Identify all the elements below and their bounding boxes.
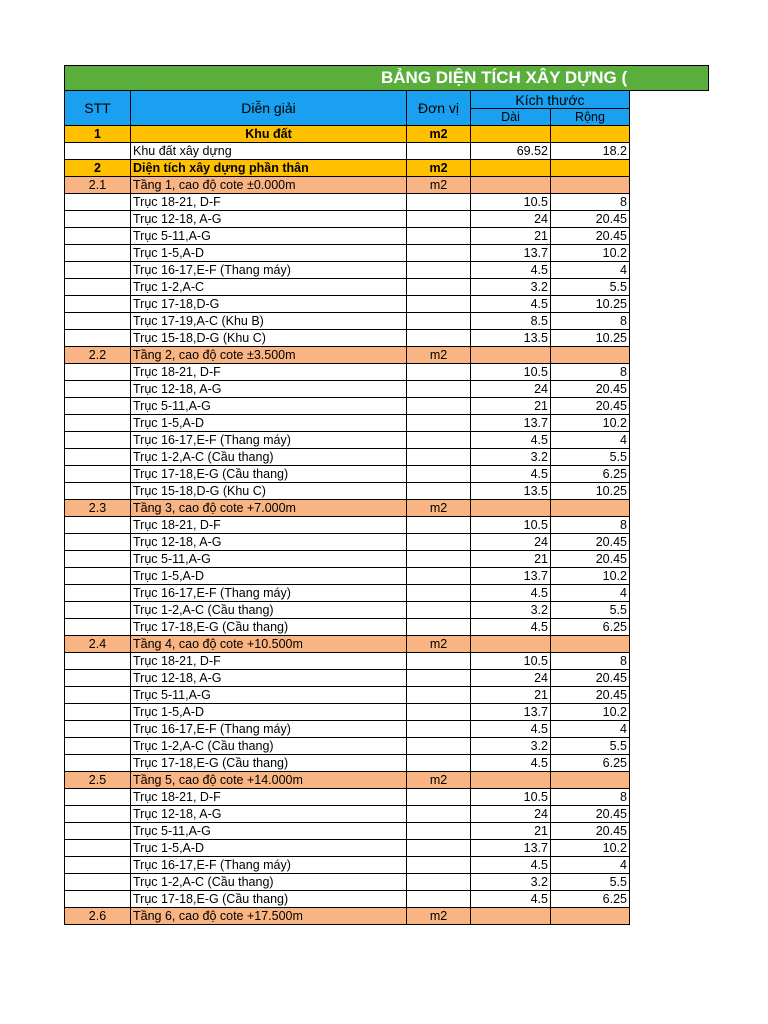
cell-unit[interactable] (407, 534, 471, 551)
table-row (65, 415, 630, 432)
cell-stt[interactable] (65, 143, 131, 160)
cell-width[interactable]: 5.5 (551, 279, 630, 296)
header-dai[interactable]: Dài (471, 109, 551, 126)
cell-width[interactable]: 10.25 (551, 330, 630, 347)
cell-length[interactable]: 21 (471, 228, 551, 245)
cell-width[interactable] (551, 772, 630, 789)
cell-unit[interactable]: m2 (407, 347, 471, 364)
cell-length[interactable]: 24 (471, 211, 551, 228)
cell-length[interactable]: 10.5 (471, 653, 551, 670)
table-row (65, 143, 630, 160)
cell-length[interactable]: 13.5 (471, 483, 551, 500)
table-row (65, 466, 630, 483)
cell-width[interactable]: 18.2 (551, 143, 630, 160)
cell-unit[interactable] (407, 670, 471, 687)
table-row (65, 364, 630, 381)
table-row (65, 551, 630, 568)
cell-description[interactable]: Trục 16-17,E-F (Thang máy) (131, 262, 407, 279)
cell-description[interactable]: Trục 12-18, A-G (131, 806, 407, 823)
cell-stt[interactable]: 1 (65, 126, 131, 143)
subsection-row (65, 347, 630, 364)
cell-length[interactable] (471, 500, 551, 517)
table-row (65, 449, 630, 466)
cell-width[interactable]: 8 (551, 517, 630, 534)
cell-stt[interactable]: 2.6 (65, 908, 131, 925)
section-row (65, 126, 630, 143)
cell-unit[interactable] (407, 789, 471, 806)
cell-unit[interactable] (407, 857, 471, 874)
cell-unit[interactable] (407, 585, 471, 602)
cell-width[interactable]: 10.25 (551, 296, 630, 313)
cell-unit[interactable]: m2 (407, 772, 471, 789)
table-row (65, 602, 630, 619)
cell-description[interactable]: Trục 17-18,E-G (Cầu thang) (131, 755, 407, 772)
subsection-row (65, 772, 630, 789)
cell-unit[interactable] (407, 262, 471, 279)
cell-description[interactable]: Trục 17-18,E-G (Cầu thang) (131, 619, 407, 636)
cell-width[interactable]: 10.2 (551, 840, 630, 857)
cell-unit[interactable] (407, 228, 471, 245)
table-row (65, 789, 630, 806)
cell-length[interactable] (471, 908, 551, 925)
cell-unit[interactable] (407, 840, 471, 857)
cell-stt[interactable] (65, 704, 131, 721)
cell-stt[interactable] (65, 432, 131, 449)
cell-description[interactable]: Trục 15-18,D-G (Khu C) (131, 330, 407, 347)
table-row (65, 840, 630, 857)
cell-stt[interactable] (65, 670, 131, 687)
table-row (65, 891, 630, 908)
table-row (65, 262, 630, 279)
cell-unit[interactable] (407, 313, 471, 330)
subsection-row (65, 177, 630, 194)
table-row (65, 721, 630, 738)
table-row (65, 857, 630, 874)
table-row (65, 585, 630, 602)
header-rong[interactable]: Rộng (551, 109, 630, 126)
table-row (65, 738, 630, 755)
cell-unit[interactable] (407, 568, 471, 585)
table-row (65, 313, 630, 330)
cell-stt[interactable] (65, 891, 131, 908)
cell-length[interactable]: 3.2 (471, 738, 551, 755)
subsection-row (65, 636, 630, 653)
cell-description[interactable]: Trục 5-11,A-G (131, 398, 407, 415)
cell-length[interactable]: 13.7 (471, 840, 551, 857)
cell-description[interactable]: Trục 1-5,A-D (131, 704, 407, 721)
cell-width[interactable] (551, 160, 630, 177)
cell-length[interactable]: 4.5 (471, 432, 551, 449)
cell-unit[interactable] (407, 449, 471, 466)
cell-description[interactable]: Tầng 4, cao độ cote +10.500m (131, 636, 407, 653)
cell-unit[interactable] (407, 619, 471, 636)
cell-description[interactable]: Trục 1-2,A-C (131, 279, 407, 296)
cell-width[interactable]: 5.5 (551, 449, 630, 466)
cell-length[interactable]: 69.52 (471, 143, 551, 160)
cell-stt[interactable] (65, 534, 131, 551)
cell-stt[interactable] (65, 228, 131, 245)
cell-unit[interactable] (407, 330, 471, 347)
cell-unit[interactable] (407, 551, 471, 568)
cell-stt[interactable] (65, 262, 131, 279)
cell-width[interactable] (551, 908, 630, 925)
cell-unit[interactable] (407, 296, 471, 313)
cell-stt[interactable] (65, 806, 131, 823)
cell-length[interactable]: 4.5 (471, 466, 551, 483)
cell-unit[interactable] (407, 891, 471, 908)
cell-stt[interactable] (65, 313, 131, 330)
cell-length[interactable]: 4.5 (471, 891, 551, 908)
cell-stt[interactable] (65, 687, 131, 704)
table-row (65, 534, 630, 551)
cell-unit[interactable] (407, 143, 471, 160)
cell-length[interactable]: 4.5 (471, 585, 551, 602)
cell-unit[interactable] (407, 415, 471, 432)
header-don-vi[interactable]: Đơn vị (407, 91, 471, 126)
cell-description[interactable]: Trục 12-18, A-G (131, 381, 407, 398)
cell-width[interactable]: 8 (551, 313, 630, 330)
cell-length[interactable]: 13.5 (471, 330, 551, 347)
cell-length[interactable]: 10.5 (471, 194, 551, 211)
cell-width[interactable]: 4 (551, 585, 630, 602)
cell-length[interactable]: 3.2 (471, 874, 551, 891)
table-row (65, 330, 630, 347)
cell-description[interactable]: Trục 18-21, D-F (131, 194, 407, 211)
cell-unit[interactable] (407, 721, 471, 738)
cell-stt[interactable] (65, 211, 131, 228)
cell-length[interactable]: 4.5 (471, 857, 551, 874)
cell-length[interactable]: 13.7 (471, 415, 551, 432)
table-row (65, 194, 630, 211)
cell-unit[interactable] (407, 398, 471, 415)
cell-unit[interactable]: m2 (407, 177, 471, 194)
cell-stt[interactable] (65, 738, 131, 755)
sheet-title-bar (64, 65, 709, 91)
cell-width[interactable]: 10.2 (551, 568, 630, 585)
cell-width[interactable]: 10.2 (551, 704, 630, 721)
cell-width[interactable]: 20.45 (551, 211, 630, 228)
cell-width[interactable]: 4 (551, 721, 630, 738)
table-row (65, 517, 630, 534)
header-kich-thuoc[interactable]: Kích thước (471, 91, 630, 109)
cell-width[interactable]: 20.45 (551, 670, 630, 687)
cell-description[interactable]: Trục 18-21, D-F (131, 653, 407, 670)
cell-stt[interactable]: 2.1 (65, 177, 131, 194)
cell-stt[interactable] (65, 619, 131, 636)
cell-unit[interactable] (407, 364, 471, 381)
cell-stt[interactable] (65, 483, 131, 500)
cell-unit[interactable]: m2 (407, 160, 471, 177)
cell-description[interactable]: Trục 17-18,E-G (Cầu thang) (131, 466, 407, 483)
cell-description[interactable]: Trục 16-17,E-F (Thang máy) (131, 857, 407, 874)
cell-width[interactable]: 8 (551, 789, 630, 806)
cell-description[interactable]: Trục 16-17,E-F (Thang máy) (131, 721, 407, 738)
cell-unit[interactable]: m2 (407, 636, 471, 653)
cell-description[interactable]: Trục 1-2,A-C (Cầu thang) (131, 449, 407, 466)
cell-width[interactable]: 5.5 (551, 738, 630, 755)
cell-description[interactable]: Tầng 3, cao độ cote +7.000m (131, 500, 407, 517)
cell-stt[interactable] (65, 585, 131, 602)
cell-stt[interactable]: 2.4 (65, 636, 131, 653)
cell-stt[interactable] (65, 551, 131, 568)
cell-unit[interactable] (407, 806, 471, 823)
table-row (65, 653, 630, 670)
cell-description[interactable]: Trục 18-21, D-F (131, 517, 407, 534)
table-row (65, 568, 630, 585)
header-dien-giai[interactable]: Diễn giải (131, 91, 407, 126)
cell-unit[interactable] (407, 381, 471, 398)
cell-length[interactable]: 3.2 (471, 279, 551, 296)
cell-width[interactable]: 4 (551, 432, 630, 449)
cell-length[interactable]: 4.5 (471, 619, 551, 636)
cell-stt[interactable] (65, 381, 131, 398)
cell-description[interactable]: Trục 5-11,A-G (131, 823, 407, 840)
cell-stt[interactable] (65, 874, 131, 891)
cell-length[interactable]: 24 (471, 670, 551, 687)
cell-stt[interactable] (65, 245, 131, 262)
cell-description[interactable]: Tầng 6, cao độ cote +17.500m (131, 908, 407, 925)
cell-length[interactable]: 4.5 (471, 262, 551, 279)
cell-length[interactable]: 21 (471, 823, 551, 840)
cell-description[interactable]: Trục 5-11,A-G (131, 228, 407, 245)
section-row (65, 160, 630, 177)
cell-unit[interactable] (407, 279, 471, 296)
cell-length[interactable]: 3.2 (471, 602, 551, 619)
cell-width[interactable]: 20.45 (551, 687, 630, 704)
table-row (65, 874, 630, 891)
cell-description[interactable]: Tầng 1, cao độ cote ±0.000m (131, 177, 407, 194)
cell-width[interactable]: 8 (551, 194, 630, 211)
cell-length[interactable]: 21 (471, 398, 551, 415)
cell-stt[interactable] (65, 279, 131, 296)
cell-stt[interactable]: 2.3 (65, 500, 131, 517)
cell-unit[interactable]: m2 (407, 500, 471, 517)
cell-length[interactable] (471, 636, 551, 653)
cell-width[interactable]: 20.45 (551, 823, 630, 840)
cell-width[interactable]: 20.45 (551, 551, 630, 568)
cell-stt[interactable] (65, 517, 131, 534)
cell-description[interactable]: Trục 1-2,A-C (Cầu thang) (131, 874, 407, 891)
cell-width[interactable]: 5.5 (551, 602, 630, 619)
cell-width[interactable]: 6.25 (551, 466, 630, 483)
sheet-title: BẢNG DIỆN TÍCH XÂY DỰNG ( (381, 68, 628, 87)
cell-length[interactable]: 24 (471, 534, 551, 551)
cell-width[interactable]: 8 (551, 653, 630, 670)
cell-width[interactable]: 20.45 (551, 228, 630, 245)
cell-length[interactable] (471, 772, 551, 789)
cell-length[interactable]: 4.5 (471, 296, 551, 313)
cell-unit[interactable] (407, 466, 471, 483)
cell-length[interactable] (471, 160, 551, 177)
cell-description[interactable]: Trục 17-19,A-C (Khu B) (131, 313, 407, 330)
cell-description[interactable]: Trục 18-21, D-F (131, 364, 407, 381)
table-row (65, 296, 630, 313)
cell-unit[interactable] (407, 687, 471, 704)
cell-description[interactable]: Trục 1-5,A-D (131, 245, 407, 262)
cell-width[interactable] (551, 126, 630, 143)
cell-length[interactable]: 3.2 (471, 449, 551, 466)
cell-unit[interactable] (407, 823, 471, 840)
table-row (65, 823, 630, 840)
cell-length[interactable]: 13.7 (471, 568, 551, 585)
cell-description[interactable]: Trục 1-2,A-C (Cầu thang) (131, 738, 407, 755)
cell-width[interactable]: 4 (551, 857, 630, 874)
cell-stt[interactable] (65, 330, 131, 347)
cell-length[interactable]: 21 (471, 551, 551, 568)
cell-unit[interactable] (407, 755, 471, 772)
cell-length[interactable]: 24 (471, 806, 551, 823)
cell-length[interactable] (471, 177, 551, 194)
table-row (65, 806, 630, 823)
cell-unit[interactable] (407, 211, 471, 228)
area-table (64, 90, 630, 925)
cell-length[interactable] (471, 126, 551, 143)
cell-description[interactable]: Trục 1-5,A-D (131, 840, 407, 857)
cell-unit[interactable] (407, 245, 471, 262)
cell-stt[interactable] (65, 364, 131, 381)
table-row (65, 381, 630, 398)
cell-unit[interactable] (407, 738, 471, 755)
cell-width[interactable]: 4 (551, 262, 630, 279)
subsection-row (65, 908, 630, 925)
cell-width[interactable]: 10.2 (551, 415, 630, 432)
table-row (65, 619, 630, 636)
cell-description[interactable]: Trục 1-5,A-D (131, 568, 407, 585)
cell-description[interactable]: Khu đất xây dựng (131, 143, 407, 160)
cell-stt[interactable] (65, 449, 131, 466)
cell-width[interactable]: 20.45 (551, 398, 630, 415)
cell-width[interactable]: 10.25 (551, 483, 630, 500)
cell-length[interactable]: 10.5 (471, 517, 551, 534)
table-row (65, 755, 630, 772)
cell-unit[interactable] (407, 194, 471, 211)
header-stt[interactable]: STT (65, 91, 131, 126)
cell-stt[interactable] (65, 653, 131, 670)
cell-description[interactable]: Diện tích xây dựng phần thân (131, 160, 407, 177)
cell-width[interactable] (551, 500, 630, 517)
cell-stt[interactable] (65, 721, 131, 738)
cell-stt[interactable]: 2.2 (65, 347, 131, 364)
cell-length[interactable]: 8.5 (471, 313, 551, 330)
cell-stt[interactable] (65, 857, 131, 874)
cell-length[interactable]: 13.7 (471, 704, 551, 721)
cell-stt[interactable] (65, 466, 131, 483)
cell-stt[interactable] (65, 194, 131, 211)
cell-width[interactable]: 8 (551, 364, 630, 381)
cell-width[interactable]: 20.45 (551, 381, 630, 398)
cell-stt[interactable] (65, 296, 131, 313)
cell-stt[interactable] (65, 398, 131, 415)
cell-description[interactable]: Trục 18-21, D-F (131, 789, 407, 806)
cell-stt[interactable]: 2 (65, 160, 131, 177)
table-row (65, 279, 630, 296)
cell-stt[interactable]: 2.5 (65, 772, 131, 789)
cell-description[interactable]: Trục 5-11,A-G (131, 551, 407, 568)
cell-unit[interactable]: m2 (407, 126, 471, 143)
cell-width[interactable]: 5.5 (551, 874, 630, 891)
table-row (65, 245, 630, 262)
cell-width[interactable]: 20.45 (551, 806, 630, 823)
cell-length[interactable]: 13.7 (471, 245, 551, 262)
table-row (65, 228, 630, 245)
cell-unit[interactable] (407, 432, 471, 449)
cell-length[interactable]: 10.5 (471, 789, 551, 806)
cell-unit[interactable]: m2 (407, 908, 471, 925)
cell-width[interactable]: 6.25 (551, 755, 630, 772)
cell-description[interactable]: Trục 5-11,A-G (131, 687, 407, 704)
table-row (65, 687, 630, 704)
cell-unit[interactable] (407, 653, 471, 670)
cell-description[interactable]: Trục 17-18,E-G (Cầu thang) (131, 891, 407, 908)
cell-width[interactable]: 6.25 (551, 619, 630, 636)
cell-width[interactable] (551, 636, 630, 653)
cell-stt[interactable] (65, 840, 131, 857)
table-row (65, 432, 630, 449)
cell-description[interactable]: Trục 12-18, A-G (131, 211, 407, 228)
table-row (65, 483, 630, 500)
cell-unit[interactable] (407, 517, 471, 534)
table-row (65, 211, 630, 228)
cell-unit[interactable] (407, 874, 471, 891)
cell-description[interactable]: Khu đất (131, 126, 407, 143)
cell-unit[interactable] (407, 483, 471, 500)
table-row (65, 398, 630, 415)
cell-description[interactable]: Tầng 5, cao độ cote +14.000m (131, 772, 407, 789)
header-row (65, 91, 630, 109)
cell-description[interactable]: Trục 12-18, A-G (131, 534, 407, 551)
cell-unit[interactable] (407, 704, 471, 721)
cell-width[interactable]: 20.45 (551, 534, 630, 551)
cell-length[interactable]: 4.5 (471, 721, 551, 738)
cell-description[interactable]: Trục 1-2,A-C (Cầu thang) (131, 602, 407, 619)
cell-length[interactable]: 24 (471, 381, 551, 398)
cell-width[interactable]: 10.2 (551, 245, 630, 262)
cell-stt[interactable] (65, 602, 131, 619)
cell-description[interactable]: Trục 17-18,D-G (131, 296, 407, 313)
cell-width[interactable] (551, 347, 630, 364)
cell-stt[interactable] (65, 823, 131, 840)
table-row (65, 704, 630, 721)
cell-stt[interactable] (65, 415, 131, 432)
cell-length[interactable] (471, 347, 551, 364)
cell-description[interactable]: Trục 16-17,E-F (Thang máy) (131, 432, 407, 449)
cell-description[interactable]: Trục 12-18, A-G (131, 670, 407, 687)
cell-stt[interactable] (65, 755, 131, 772)
cell-length[interactable]: 21 (471, 687, 551, 704)
cell-stt[interactable] (65, 568, 131, 585)
cell-description[interactable]: Trục 1-5,A-D (131, 415, 407, 432)
cell-stt[interactable] (65, 789, 131, 806)
subsection-row (65, 500, 630, 517)
cell-width[interactable]: 6.25 (551, 891, 630, 908)
table-row (65, 670, 630, 687)
cell-description[interactable]: Trục 15-18,D-G (Khu C) (131, 483, 407, 500)
cell-length[interactable]: 4.5 (471, 755, 551, 772)
cell-unit[interactable] (407, 602, 471, 619)
cell-length[interactable]: 10.5 (471, 364, 551, 381)
cell-description[interactable]: Trục 16-17,E-F (Thang máy) (131, 585, 407, 602)
cell-width[interactable] (551, 177, 630, 194)
cell-description[interactable]: Tầng 2, cao độ cote ±3.500m (131, 347, 407, 364)
